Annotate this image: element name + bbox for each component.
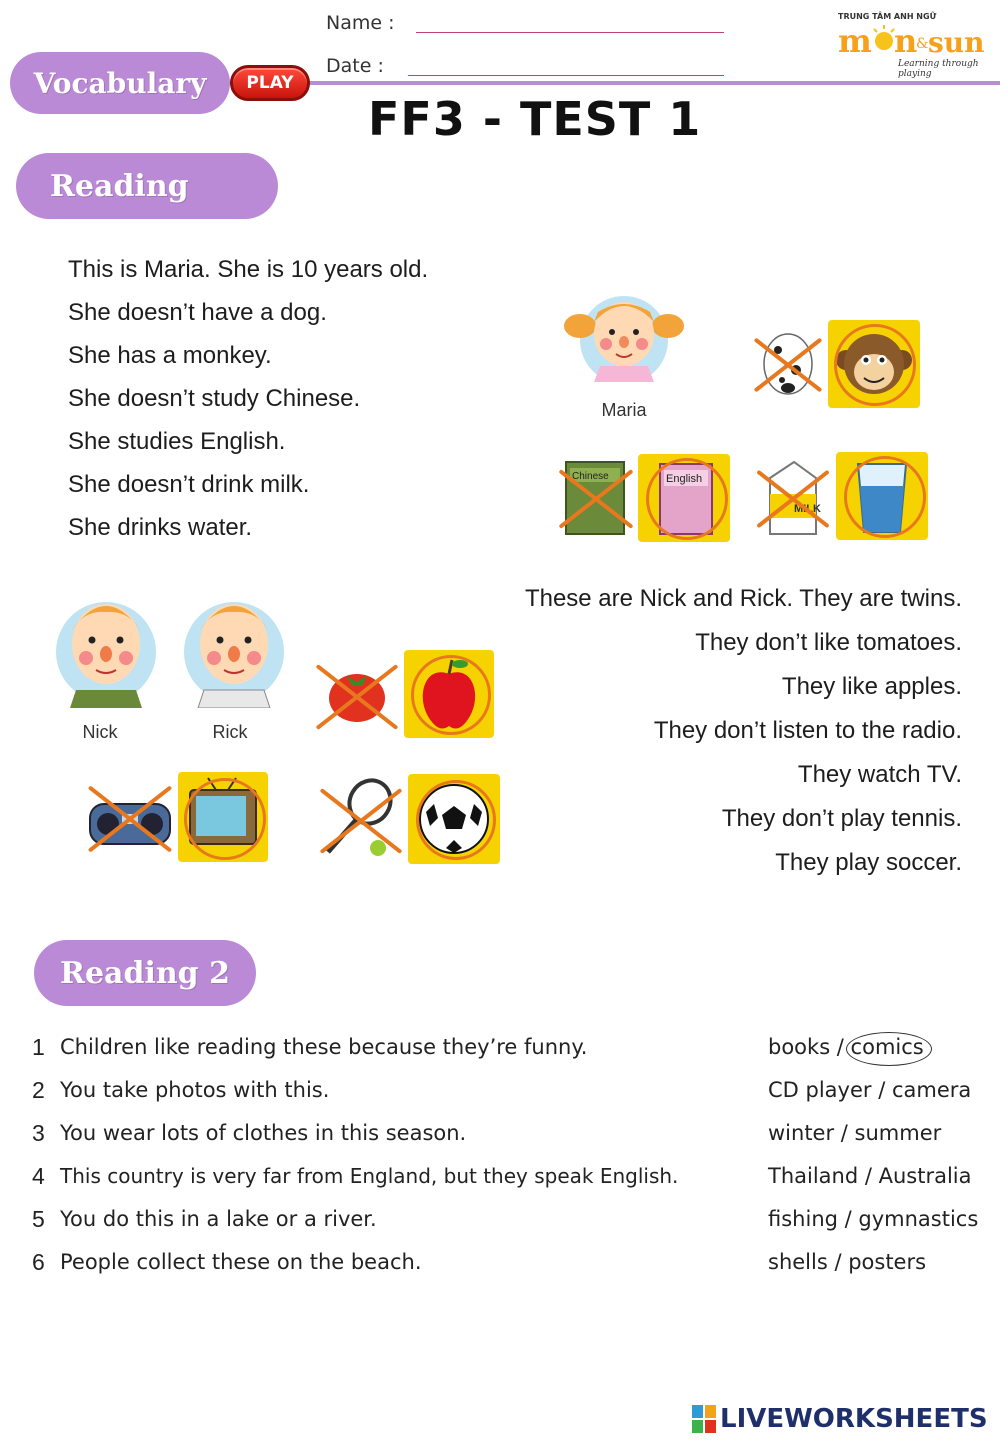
- question-row: [0, 1204, 1000, 1240]
- tomato-picture: [312, 652, 402, 738]
- twins-line: They don’t listen to the radio.: [653, 717, 962, 744]
- twins-line: They like apples.: [781, 673, 962, 700]
- cross-mark: [754, 454, 832, 540]
- svg-text:sun: sun: [928, 26, 985, 59]
- english-book-label: English: [666, 473, 703, 485]
- play-label: PLAY: [246, 73, 294, 93]
- circle-mark: [416, 780, 496, 860]
- question-number: 5: [32, 1206, 45, 1232]
- milk-label: MILK: [794, 503, 821, 515]
- vocabulary-label: Vocabulary: [33, 66, 207, 100]
- date-label: Date :: [326, 55, 384, 77]
- question-text: You take photos with this.: [60, 1078, 330, 1102]
- question-row: [0, 1032, 1000, 1068]
- chinese-book-label: Chinese: [572, 471, 609, 482]
- liveworksheets-logo: [692, 1404, 988, 1434]
- question-list: [0, 1022, 1000, 1294]
- answer-options[interactable]: Thailand / Australia: [768, 1164, 972, 1188]
- answer-options[interactable]: CD player / camera: [768, 1078, 972, 1102]
- reading-heading-text: Reading: [50, 168, 189, 204]
- twins-line: They don’t play tennis.: [721, 805, 962, 832]
- logo-sun-icon: [836, 21, 986, 59]
- answer-options[interactable]: winter / summer: [768, 1121, 942, 1145]
- maria-portrait: [554, 282, 694, 382]
- water-picture: [836, 452, 928, 540]
- page-title: FF3 - TEST 1: [368, 92, 702, 146]
- chinese-book-picture: [556, 454, 636, 540]
- apple-picture: [404, 650, 494, 738]
- monkey-picture: [828, 320, 920, 408]
- svg-text:m: m: [838, 22, 872, 59]
- monsun-logo: [836, 12, 996, 80]
- maria-line: She doesn’t have a dog.: [68, 299, 327, 326]
- circle-mark: [646, 458, 728, 540]
- question-row: [0, 1075, 1000, 1111]
- header-rule: [226, 81, 1000, 85]
- vocabulary-pill: [10, 52, 230, 114]
- reading-heading: [16, 153, 278, 219]
- dog-picture: [752, 320, 824, 406]
- answer-options[interactable]: fishing / gymnastics: [768, 1207, 979, 1231]
- reading-2-heading-text: Reading 2: [60, 955, 230, 991]
- circle-mark: [411, 655, 491, 735]
- question-number: 4: [32, 1163, 45, 1189]
- maria-line: She doesn’t study Chinese.: [68, 385, 361, 412]
- cross-mark: [312, 652, 402, 738]
- milk-picture: [754, 454, 832, 540]
- question-text: People collect these on the beach.: [60, 1250, 422, 1274]
- tennis-picture: [316, 776, 406, 862]
- maria-caption: Maria: [601, 400, 647, 420]
- svg-text:&: &: [916, 36, 929, 52]
- answer-options[interactable]: books / comics: [768, 1035, 924, 1059]
- svg-text:n: n: [894, 22, 918, 59]
- cross-mark: [752, 320, 824, 406]
- name-label: Name :: [326, 12, 395, 34]
- reading-2-heading: [34, 940, 256, 1006]
- cross-mark: [556, 454, 636, 540]
- rick-caption: Rick: [212, 722, 248, 742]
- question-text: You do this in a lake or a river.: [60, 1207, 377, 1231]
- date-field[interactable]: [408, 75, 724, 76]
- answer-options[interactable]: shells / posters: [768, 1250, 927, 1274]
- question-number: 1: [32, 1034, 45, 1060]
- circle-mark: [834, 324, 916, 406]
- question-row: [0, 1161, 1000, 1197]
- question-text: Children like reading these because they’re funny.: [60, 1035, 588, 1059]
- play-button[interactable]: [230, 65, 310, 101]
- name-field[interactable]: [416, 32, 724, 33]
- logo-tagline: Learning through playing: [898, 59, 979, 79]
- soccer-picture: [408, 774, 500, 864]
- answer-circle: [846, 1032, 932, 1066]
- logo-top-text: TRUNG TÂM ANH NGỮ: [838, 12, 937, 21]
- tv-picture: [178, 772, 268, 862]
- nick-portrait: [48, 586, 164, 708]
- cross-mark: [84, 774, 176, 860]
- liveworksheets-icon: [692, 1405, 716, 1433]
- maria-line: She has a monkey.: [68, 342, 272, 369]
- circle-mark: [844, 456, 926, 538]
- question-number: 3: [32, 1120, 45, 1146]
- maria-line: She studies English.: [68, 428, 286, 455]
- radio-picture: [84, 774, 176, 860]
- circle-mark: [184, 778, 266, 860]
- question-row: [0, 1247, 1000, 1283]
- maria-line: She drinks water.: [68, 514, 253, 541]
- rick-portrait: [176, 586, 292, 708]
- twins-line: They don’t like tomatoes.: [695, 629, 962, 656]
- nick-caption: Nick: [82, 722, 118, 742]
- english-book-picture: [638, 454, 730, 542]
- cross-mark: [316, 776, 406, 862]
- maria-line: This is Maria. She is 10 years old.: [68, 256, 429, 283]
- question-text: This country is very far from England, but they speak English.: [60, 1164, 679, 1188]
- liveworksheets-text: LIVEWORKSHEETS: [720, 1404, 988, 1434]
- maria-line: She doesn’t drink milk.: [68, 471, 310, 498]
- question-row: [0, 1118, 1000, 1154]
- question-number: 2: [32, 1077, 45, 1103]
- twins-line: They watch TV.: [797, 761, 962, 788]
- question-number: 6: [32, 1249, 45, 1275]
- twins-line: They play soccer.: [775, 849, 962, 876]
- twins-line: These are Nick and Rick. They are twins.: [524, 585, 962, 612]
- question-text: You wear lots of clothes in this season.: [60, 1121, 467, 1145]
